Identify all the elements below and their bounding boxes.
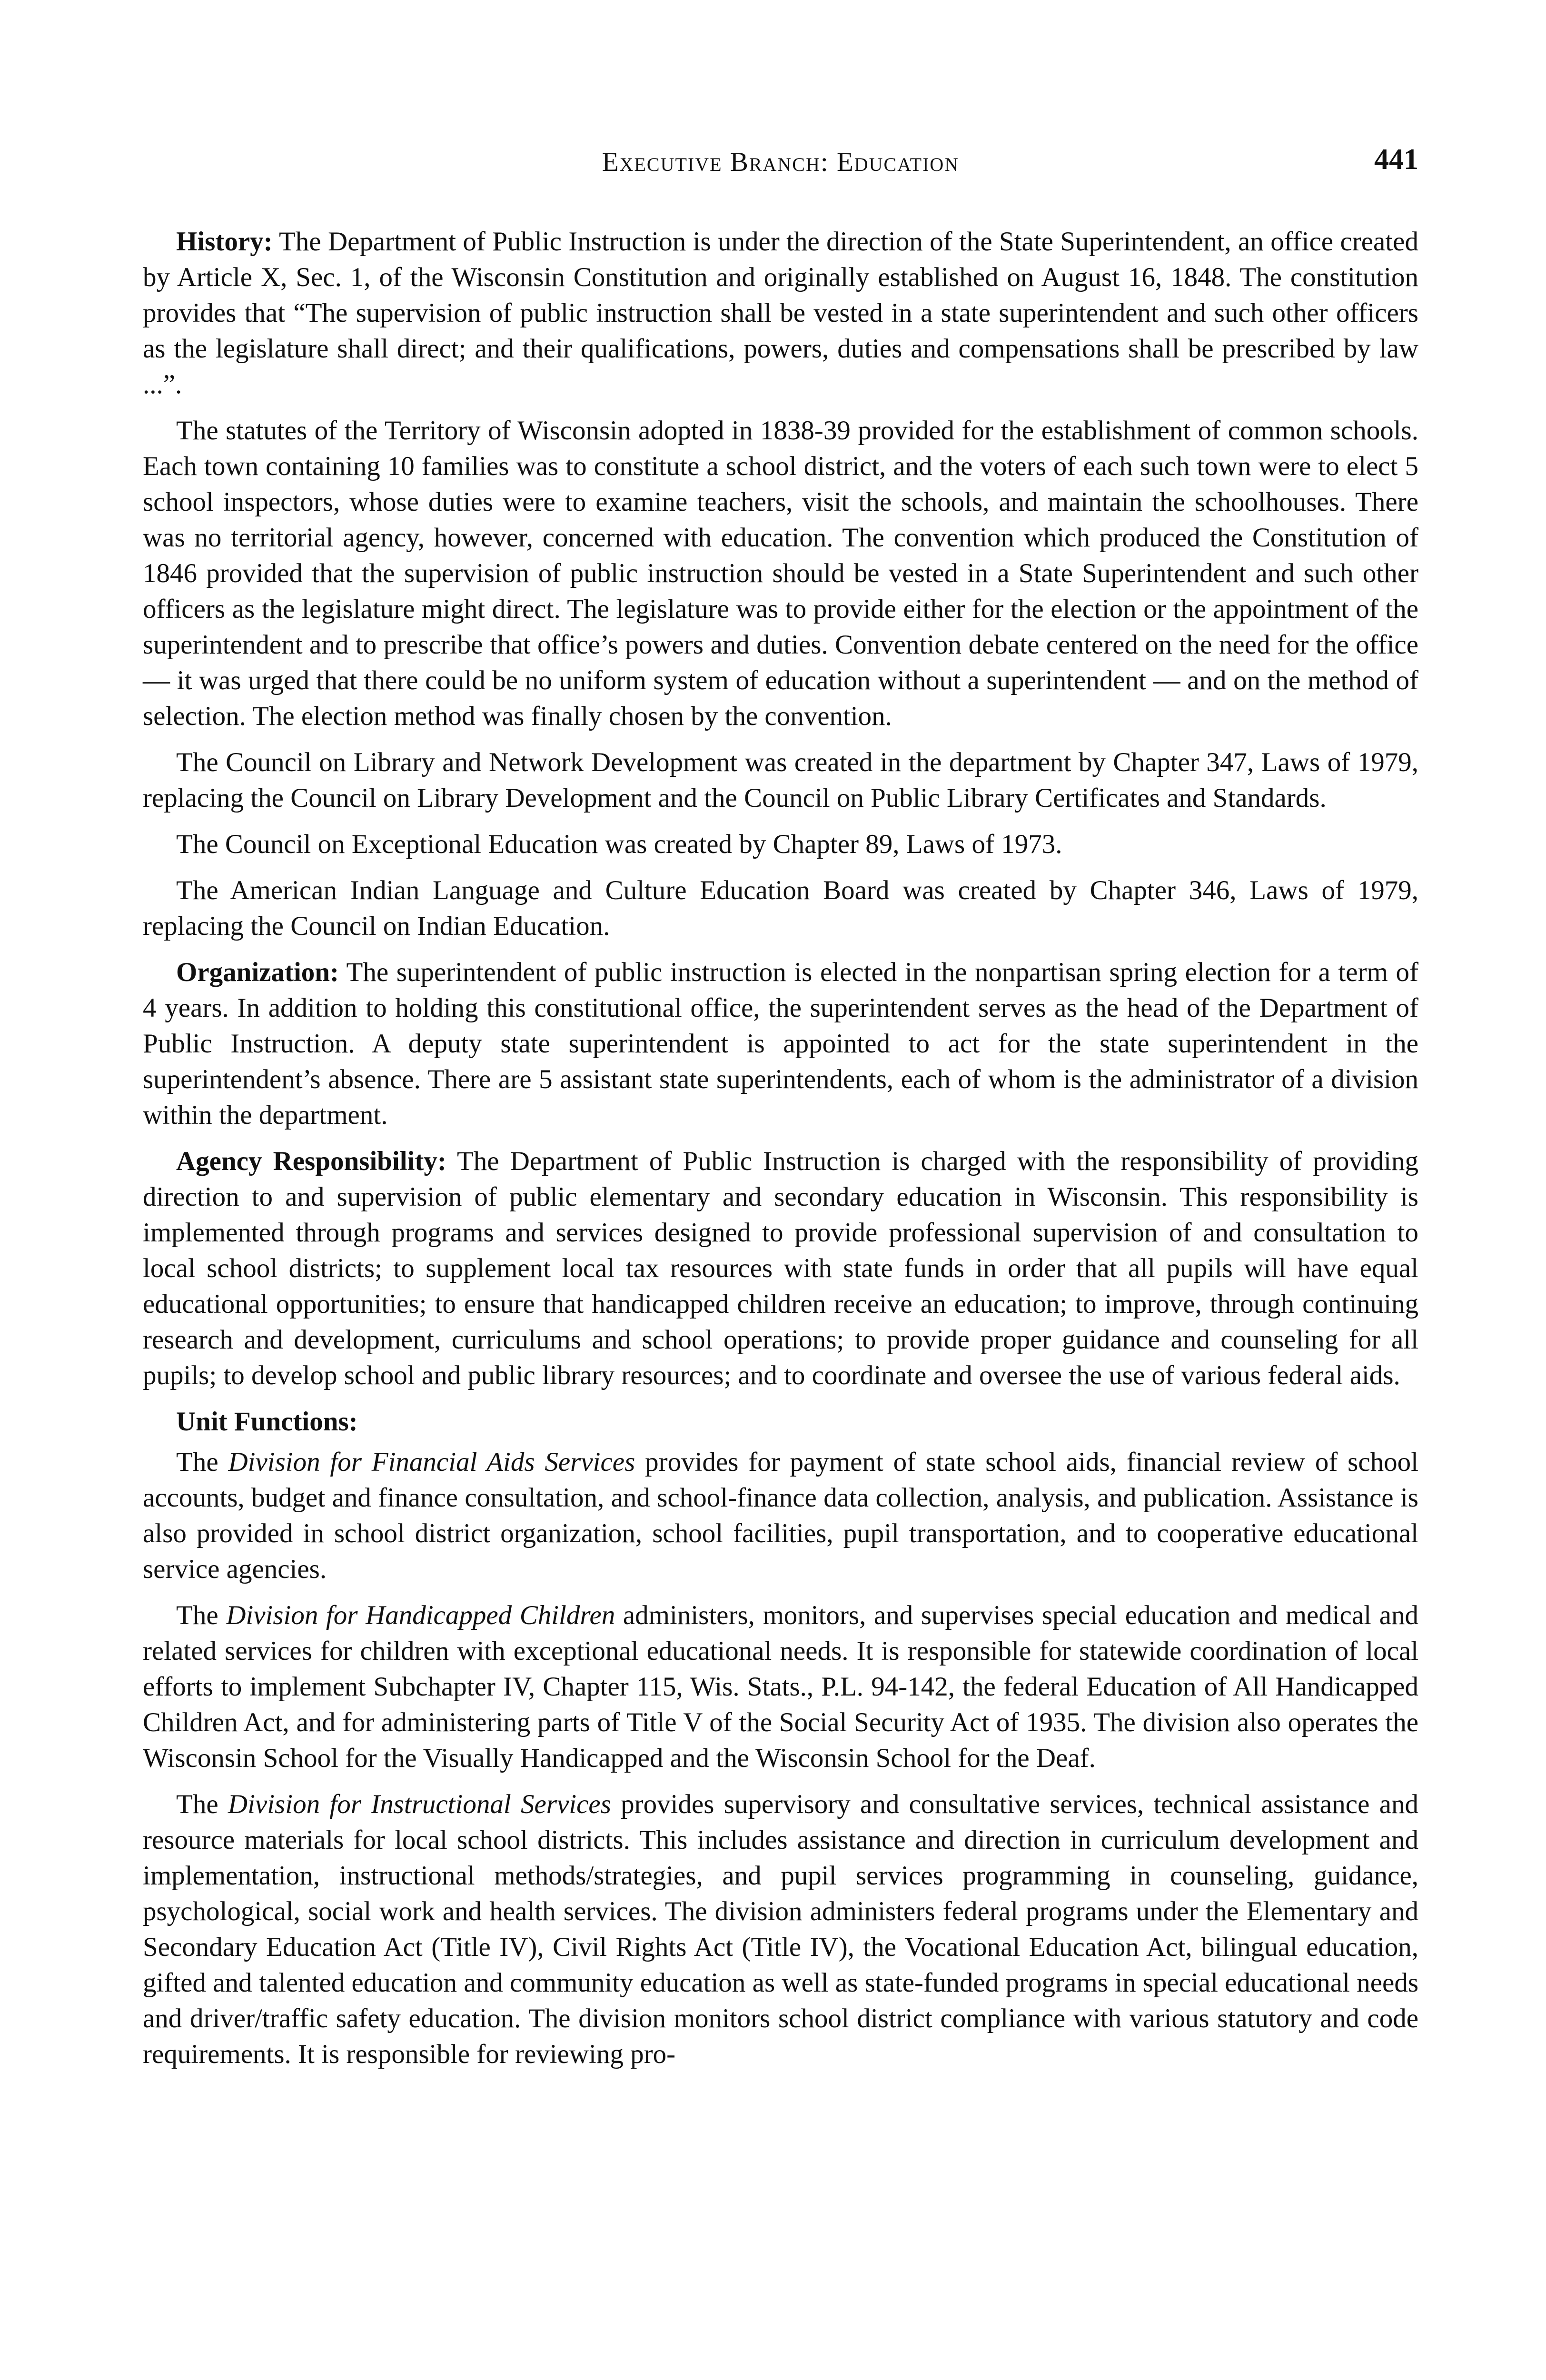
handicapped-children-division: Division for Handicapped Children (226, 1600, 615, 1630)
running-header (143, 138, 1418, 190)
history-label: History: (176, 227, 273, 257)
financial-aids-paragraph (143, 1444, 1418, 1587)
instructional-services-pre: The (176, 1789, 218, 1819)
handicapped-children-text: administers, monitors, and supervises special education and medical and related services for children with exceptional educational needs. It is responsible for statewide coordination of local efforts to implement Subchapter IV, Chapter 115, Wis. Stats., P.L. 94-142, the federal Education of All Handicapped Children Act, and for administering parts of Title V of the Social Security Act of 1935. The division also operates the Wisconsin School for the Visually Handicapped and the Wisconsin School for the Deaf. (143, 1600, 1418, 1773)
financial-aids-pre: The (176, 1447, 218, 1477)
history-paragraph (143, 224, 1418, 402)
organization-paragraph (143, 954, 1418, 1133)
handicapped-children-pre: The (176, 1600, 218, 1630)
indian-education-paragraph: The American Indian Language and Culture Education Board was created by Chapter 346, Laws of 1979, replacing the Council on Indian Education. (143, 875, 1418, 941)
organization-text: The superintendent of public instruction is elected in the nonpartisan spring election for a term of 4 years. In addition to holding this constitutional office, the superintendent serves as the head of the Department of Public Instruction. A deputy state superintendent is appointed to act for the state superintendent in the superintendent’s absence. There are 5 assistant state superintendents, each of whom is the administrator of a division within the department. (143, 957, 1418, 1130)
document-page (143, 138, 1418, 2375)
territory-paragraph: The statutes of the Territory of Wisconsin adopted in 1838-39 provided for the establishment of common schools. Each town containing 10 families was to constitute a school district, and the voters of each such town were to elect 5 school inspectors, whose duties were to examine teachers, visit the schools, and maintain the schoolhouses. There was no territorial agency, however, concerned with education. The convention which produced the Constitution of 1846 provided that the supervision of public instruction should be vested in a State Superintendent and such other officers as the legislature might direct. The legislature was to provide either for the election or the appointment of the superintendent and to prescribe that office’s powers and duties. Convention debate centered on the need for the office — it was urged that there could be no uniform system of education without a superintendent — and on the method of selection. The election method was finally chosen by the convention. (143, 416, 1418, 731)
handicapped-children-paragraph (143, 1597, 1418, 1776)
organization-label: Organization: (176, 957, 339, 987)
history-text: The Department of Public Instruction is under the direction of the State Superintendent, an office created by Article X, Sec. 1, of the Wisconsin Constitution and originally established on August 16, 1848. The constitution provides that “The supervision of public instruction shall be vested in a state superintendent and such other officers as the legislature shall direct; and their qualifications, powers, duties and compensations shall be prescribed by law ...”. (143, 227, 1418, 399)
agency-responsibility-label: Agency Responsibility: (176, 1146, 446, 1176)
running-title: Executive Branch: Education (602, 147, 960, 177)
instructional-services-paragraph (143, 1786, 1418, 2072)
financial-aids-division: Division for Financial Aids Services (228, 1447, 635, 1477)
exceptional-education-paragraph: The Council on Exceptional Education was created by Chapter 89, Laws of 1973. (176, 829, 1062, 859)
page-number: 441 (1374, 143, 1418, 176)
instructional-services-division: Division for Instructional Services (228, 1789, 611, 1819)
agency-responsibility-paragraph (143, 1143, 1418, 1393)
instructional-services-text: provides supervisory and consultative services, technical assistance and resource materials for local school districts. This includes assistance and direction in curriculum development and implementation, instructional methods/strategies, and pupil services programming in counseling, guidance, psychological, social work and health services. The division administers federal programs under the Elementary and Secondary Education Act (Title IV), Civil Rights Act (Title IV), the Vocational Education Act, bilingual education, gifted and talented education and community education as well as state-funded programs in special educational needs and driver/traffic safety education. The division monitors school district compliance with various statutory and code requirements. It is responsible for reviewing pro- (143, 1789, 1418, 2069)
body-text (143, 224, 1418, 2072)
agency-responsibility-text: The Department of Public Instruction is charged with the responsibility of providing direction to and supervision of public elementary and secondary education in Wisconsin. This responsibility is implemented through programs and services designed to provide professional supervision of and consultation to local school districts; to supplement local tax resources with state funds in order that all pupils will have equal educational opportunities; to ensure that handicapped children receive an education; to improve, through continuing research and development, curriculums and school operations; to provide proper guidance and counseling for all pupils; to develop school and public library resources; and to coordinate and oversee the use of various federal aids. (143, 1146, 1418, 1390)
library-council-paragraph: The Council on Library and Network Development was created in the department by Chapter 347, Laws of 1979, replacing the Council on Library Development and the Council on Public Library Certificates and Standards. (143, 747, 1418, 813)
unit-functions-heading: Unit Functions: (176, 1407, 358, 1437)
financial-aids-text: provides for payment of state school aids, financial review of school accounts, budget and finance consultation, and school-finance data collection, analysis, and publication. Assistance is also provided in school district organization, school facilities, pupil transportation, and to cooperative educational service agencies. (143, 1447, 1418, 1584)
